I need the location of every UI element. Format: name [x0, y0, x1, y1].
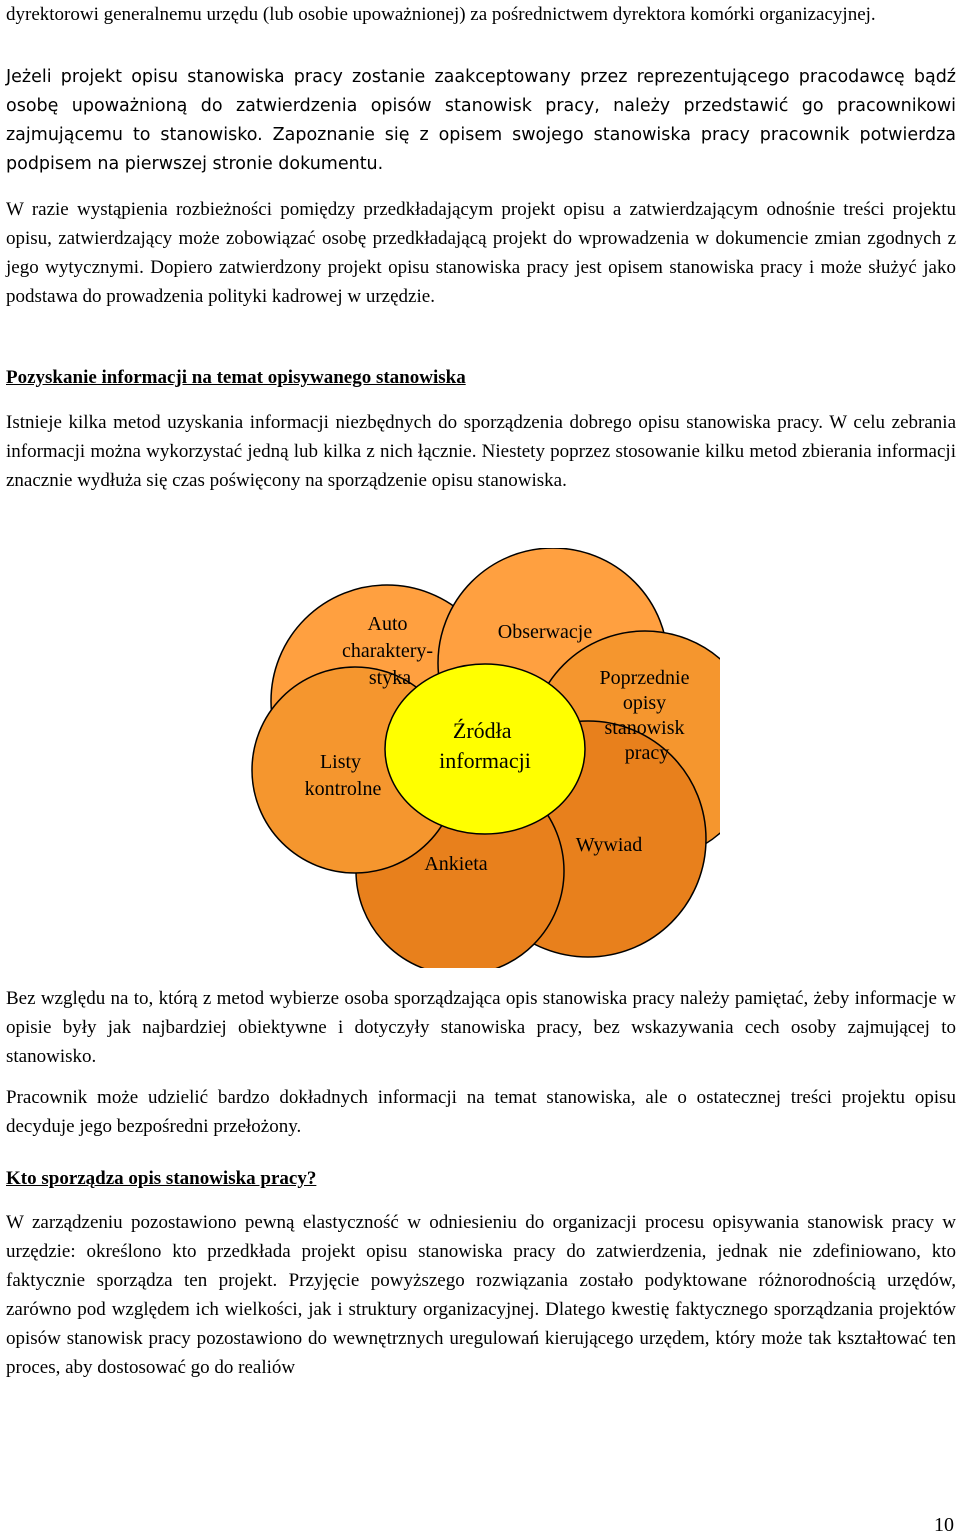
- label-ankieta: Ankieta: [424, 853, 488, 875]
- paragraph-continuation: dyrektorowi generalnemu urzędu (lub osobie upoważnionej) za pośrednictwem dyrektora komórki organizacyjnej.: [6, 4, 876, 25]
- label-wywiad: Wywiad: [575, 834, 643, 856]
- paragraph-acceptance: Jeżeli projekt opisu stanowiska pracy zostanie zaakceptowany przez reprezentującego pracodawcę bądź osobę upoważnioną do zatwierdzenia opisów stanowisk pracy, należy przedstawić go pracownikowi zajmującemu to stanowisko. Zapoznanie się z opisem swojego stanowiska pracy pracownik potwierdza podpisem na pierwszej stronie dokumentu.: [6, 67, 956, 174]
- label-auto: Auto charaktery- styka: [341, 613, 434, 689]
- label-listy: Listy kontrolne: [304, 751, 382, 800]
- paragraph-regulation: W zarządzeniu pozostawiono pewną elastyczność w odniesieniu do organizacji procesu opisywania stanowisk pracy w urzędzie: określono kto przedkłada projekt opisu stanowiska pracy do zatwierdzenia, jednak nie zdefiniowano, kto faktycznie sporządza ten projekt. Przyjęcie powyższego rozwiązania zostało podyktowane różnorodnością urzędów, zarówno pod względem ich wielkości, jak i struktury organizacyjnej. Dlatego kwestię faktycznego sporządzania projektów opisów stanowisk pracy pozostawiono do wewnętrznych uregulowań kierującego urzędem, który może tak kształtować ten proces, aby dostosować go do realiów: [6, 1212, 956, 1378]
- paragraph-objectivity: Bez względu na to, którą z metod wybierze osoba sporządzająca opis stanowiska pracy należy pamiętać, żeby informacje w opisie były jak najbardziej obiektywne i dotyczyły stanowiska pracy, bez wskazywania cech osoby zajmującej to stanowisko.: [6, 988, 956, 1067]
- information-sources-diagram: [240, 548, 720, 968]
- label-obserwacje: Obserwacje: [497, 621, 593, 643]
- label-center: Źródła informacji: [439, 718, 531, 773]
- section-heading-who: Kto sporządza opis stanowiska pracy?: [6, 1168, 317, 1189]
- label-poprzednie: Poprzednie opisy stanowisk pracy: [599, 667, 690, 764]
- page-number: 10: [934, 1514, 954, 1536]
- section-heading-information: Pozyskanie informacji na temat opisywanego stanowiska: [6, 367, 466, 388]
- paragraph-supervisor: Pracownik może udzielić bardzo dokładnych informacji na temat stanowiska, ale o ostatecznej treści projektu opisu decyduje jego bezpośredni przełożony.: [6, 1087, 956, 1137]
- paragraph-discrepancy: W razie wystąpienia rozbieżności pomiędzy przedkładającym projekt opisu a zatwierdzającym odnośnie treści projektu opisu, zatwierdzający może zobowiązać osobę przedkładającą projekt do wprowadzenia w dokumencie zmian zgodnych z jego wytycznymi. Dopiero zatwierdzony projekt opisu stanowiska pracy jest opisem stanowiska pracy i może służyć jako podstawa do prowadzenia polityki kadrowej w urzędzie.: [6, 199, 956, 307]
- paragraph-methods: Istnieje kilka metod uzyskania informacji niezbędnych do sporządzenia dobrego opisu stanowiska pracy. W celu zebrania informacji można wykorzystać jedną lub kilka z nich łącznie. Niestety poprzez stosowanie kilku metod zbierania informacji znacznie wydłuża się czas poświęcony na sporządzenie opisu stanowiska.: [6, 412, 956, 491]
